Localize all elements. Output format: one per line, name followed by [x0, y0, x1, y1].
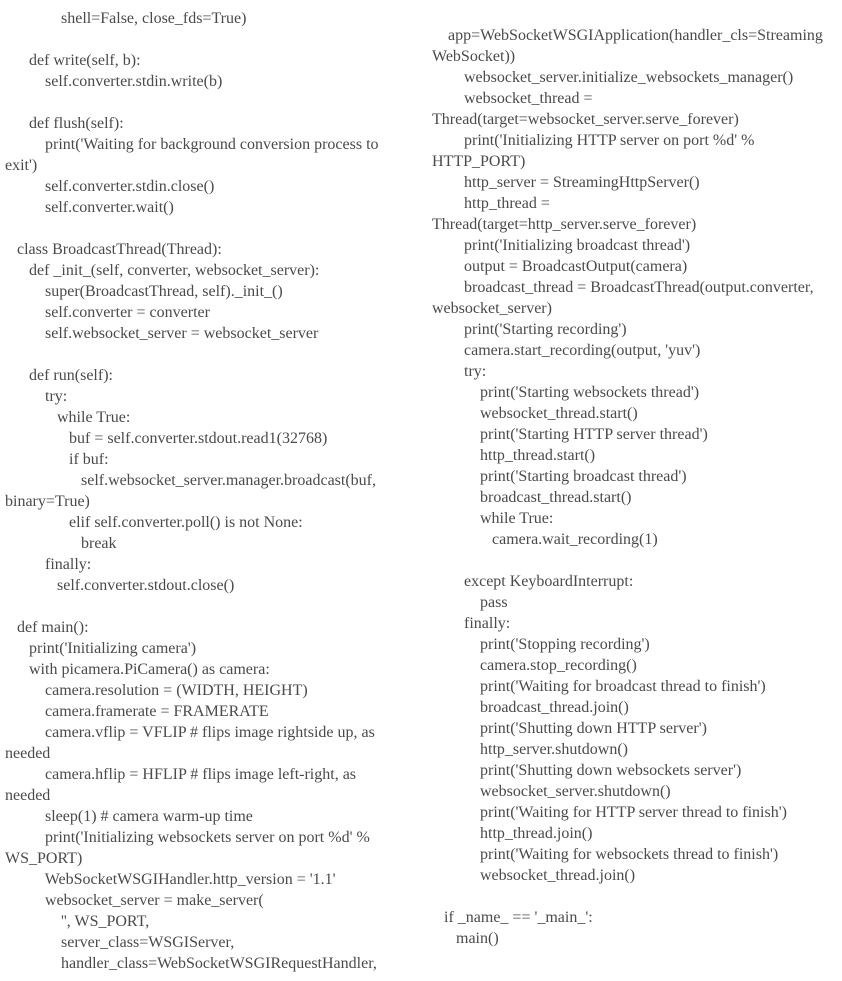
- code-line: needed: [5, 787, 51, 804]
- code-line: print('Starting websockets thread'): [432, 384, 700, 401]
- code-line: camera.hflip = HFLIP # flips image left-right, as: [5, 766, 357, 783]
- code-line: self.websocket_server = websocket_server: [5, 325, 319, 342]
- code-line: camera.framerate = FRAMERATE: [5, 703, 269, 720]
- code-line: class BroadcastThread(Thread):: [5, 241, 222, 258]
- code-line: def run(self):: [5, 367, 113, 384]
- code-line: buf = self.converter.stdout.read1(32768): [5, 430, 328, 447]
- code-line: try:: [432, 363, 487, 380]
- code-line: WebSocket)): [432, 48, 516, 65]
- code-line: websocket_thread =: [432, 90, 593, 107]
- code-line: http_thread =: [432, 195, 550, 212]
- code-line: websocket_server.shutdown(): [432, 783, 671, 800]
- code-line: [5, 218, 421, 239]
- code-line: handler_class=WebSocketWSGIRequestHandler,: [5, 955, 377, 972]
- code-line: print('Stopping recording'): [432, 636, 650, 653]
- code-line: camera.stop_recording(): [432, 657, 637, 674]
- code-line: print('Initializing HTTP server on port %d' %: [432, 132, 755, 149]
- code-line: print('Waiting for websockets thread to finish'): [432, 846, 779, 863]
- code-line: [432, 886, 842, 907]
- code-line: while True:: [432, 510, 554, 527]
- code-line: [5, 92, 421, 113]
- code-line: websocket_server): [432, 300, 552, 317]
- code-line: [432, 550, 842, 571]
- code-line: print('Waiting for HTTP server thread to finish'): [432, 804, 787, 821]
- code-line: self.websocket_server.manager.broadcast(buf,: [5, 472, 376, 489]
- code-line: broadcast_thread.start(): [432, 489, 632, 506]
- code-line: self.converter.stdin.close(): [5, 178, 215, 195]
- code-line: [5, 344, 421, 365]
- code-line: with picamera.PiCamera() as camera:: [5, 661, 270, 678]
- code-line: main(): [432, 930, 499, 947]
- code-line: app=WebSocketWSGIApplication(handler_cls=Streaming: [432, 27, 823, 44]
- code-line: print('Initializing websockets server on port %d' %: [5, 829, 370, 846]
- code-line: super(BroadcastThread, self)._init_(): [5, 283, 283, 300]
- code-line: finally:: [432, 615, 511, 632]
- code-line: def write(self, b):: [5, 52, 141, 69]
- code-line: if _name_ == '_main_':: [432, 909, 593, 926]
- code-line: sleep(1) # camera warm-up time: [5, 808, 253, 825]
- code-line: self.converter.stdout.close(): [5, 577, 235, 594]
- code-line: '', WS_PORT,: [5, 913, 150, 930]
- code-line: WebSocketWSGIHandler.http_version = '1.1': [5, 871, 336, 888]
- code-line: broadcast_thread = BroadcastThread(output.converter,: [432, 279, 814, 296]
- code-line: def _init_(self, converter, websocket_server):: [5, 262, 320, 279]
- code-line: binary=True): [5, 493, 90, 510]
- code-line: http_thread.start(): [432, 447, 596, 464]
- code-line: def flush(self):: [5, 115, 124, 132]
- code-line: print('Initializing broadcast thread'): [432, 237, 691, 254]
- code-line: print('Initializing camera'): [5, 640, 197, 657]
- code-line: WS_PORT): [5, 850, 83, 867]
- code-line: [5, 29, 421, 50]
- code-line: finally:: [5, 556, 92, 573]
- code-line: print('Shutting down websockets server'): [432, 762, 742, 779]
- code-line: print('Waiting for broadcast thread to finish'): [432, 678, 766, 695]
- code-line: self.converter.wait(): [5, 199, 174, 216]
- code-line: output = BroadcastOutput(camera): [432, 258, 688, 275]
- code-line: shell=False, close_fds=True): [5, 10, 247, 27]
- code-line: HTTP_PORT): [432, 153, 526, 170]
- code-line: broadcast_thread.join(): [432, 699, 629, 716]
- code-line: camera.start_recording(output, 'yuv'): [432, 342, 701, 359]
- code-line: except KeyboardInterrupt:: [432, 573, 634, 590]
- code-line: Thread(target=websocket_server.serve_forever): [432, 111, 739, 128]
- code-line: needed: [5, 745, 51, 762]
- code-line: camera.wait_recording(1): [432, 531, 658, 548]
- code-line: print('Starting recording'): [432, 321, 627, 338]
- code-column-right: [421, 0, 842, 981]
- code-line: print('Shutting down HTTP server'): [432, 720, 707, 737]
- code-line: http_server = StreamingHttpServer(): [432, 174, 700, 191]
- code-line: camera.vflip = VFLIP # flips image rightside up, as: [5, 724, 375, 741]
- code-line: print('Waiting for background conversion process to: [5, 136, 379, 153]
- code-line: pass: [432, 594, 508, 611]
- code-line: elif self.converter.poll() is not None:: [5, 514, 303, 531]
- code-line: self.converter = converter: [5, 304, 210, 321]
- code-line: websocket_thread.start(): [432, 405, 638, 422]
- code-line: websocket_server.initialize_websockets_manager(): [432, 69, 794, 86]
- code-line: while True:: [5, 409, 131, 426]
- code-line: websocket_thread.join(): [432, 867, 636, 884]
- code-line: if buf:: [5, 451, 109, 468]
- code-line: print('Starting broadcast thread'): [432, 468, 687, 485]
- code-line: break: [5, 535, 117, 552]
- code-line: try:: [5, 388, 68, 405]
- code-line: camera.resolution = (WIDTH, HEIGHT): [5, 682, 308, 699]
- code-line: websocket_server = make_server(: [5, 892, 264, 909]
- code-line: [5, 596, 421, 617]
- code-line: def main():: [5, 619, 89, 636]
- code-line: server_class=WSGIServer,: [5, 934, 235, 951]
- code-line: http_thread.join(): [432, 825, 593, 842]
- code-line: self.converter.stdin.write(b): [5, 73, 223, 90]
- code-line: http_server.shutdown(): [432, 741, 628, 758]
- code-line: Thread(target=http_server.serve_forever): [432, 216, 697, 233]
- code-line: exit'): [5, 157, 38, 174]
- code-line: print('Starting HTTP server thread'): [432, 426, 708, 443]
